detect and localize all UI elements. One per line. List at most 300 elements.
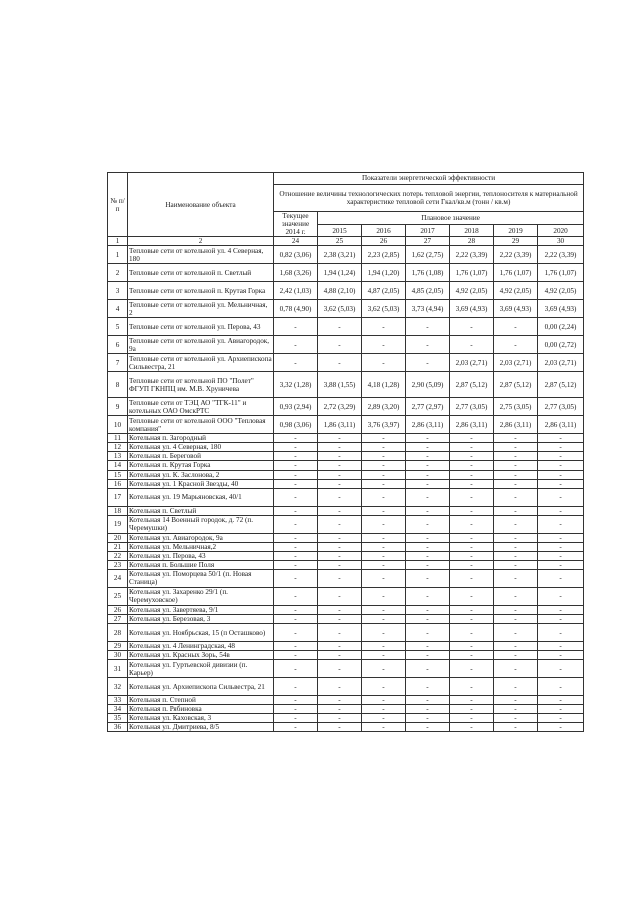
value-cell: - [538,696,584,705]
object-name: Тепловые сети от котельной ул. Авиагородок, 9а [128,336,274,354]
column-number: 30 [538,237,584,246]
value-cell: 4,92 (2,05) [450,282,494,300]
value-cell: - [450,723,494,732]
value-cell: - [538,443,584,452]
row-number: 14 [108,461,128,470]
table-row [108,443,584,452]
value-cell: - [274,705,318,714]
value-cell: - [406,533,450,542]
value-cell: 1,76 (1,08) [406,264,450,282]
object-name: Котельная п. Рябиновка [128,705,274,714]
header-object-name: Наименование объекта [128,173,274,237]
value-cell: - [494,696,538,705]
table-row [108,714,584,723]
table-row [108,678,584,696]
value-cell: - [362,515,406,533]
value-cell: - [494,615,538,624]
header-year: 2018 [450,225,494,237]
value-cell: - [538,714,584,723]
value-cell: 2,75 (3,05) [494,398,538,416]
value-cell: - [274,488,318,506]
value-cell: - [362,642,406,651]
value-cell: - [538,560,584,569]
value-cell: - [494,587,538,605]
value-cell: - [450,434,494,443]
value-cell: - [318,714,362,723]
header-number: № п/п [108,173,128,237]
value-cell: 1,94 (1,20) [362,264,406,282]
value-cell: - [362,318,406,336]
value-cell: - [318,551,362,560]
value-cell: - [450,542,494,551]
object-name: Котельная ул. Мельничная,2 [128,542,274,551]
value-cell: - [318,560,362,569]
value-cell: - [494,551,538,560]
header-planned-value: Плановое значение [318,212,584,225]
header-year: 2017 [406,225,450,237]
value-cell: - [274,696,318,705]
value-cell: - [538,705,584,714]
value-cell: 2,23 (2,85) [362,246,406,264]
row-number: 33 [108,696,128,705]
value-cell: - [274,452,318,461]
row-number: 2 [108,264,128,282]
value-cell: - [406,434,450,443]
value-cell: - [450,318,494,336]
value-cell: - [274,443,318,452]
value-cell: - [274,723,318,732]
table-row [108,569,584,587]
value-cell: - [450,336,494,354]
value-cell: - [274,551,318,560]
value-cell: - [494,569,538,587]
column-numbers-row [108,237,584,246]
value-cell: - [450,569,494,587]
value-cell: - [494,642,538,651]
object-name: Котельная п. Большие Поля [128,560,274,569]
table-row [108,300,584,318]
table-row [108,398,584,416]
value-cell: 3,69 (4,93) [450,300,494,318]
table-row [108,615,584,624]
table-row [108,479,584,488]
value-cell: 2,87 (5,12) [494,372,538,398]
value-cell: - [538,605,584,614]
value-cell: - [494,678,538,696]
object-name: Котельная ул. Перова, 43 [128,551,274,560]
value-cell: - [406,461,450,470]
value-cell: 2,86 (3,11) [406,416,450,434]
value-cell: - [538,678,584,696]
object-name: Котельная ул. 19 Марьяновская, 40/1 [128,488,274,506]
value-cell: - [362,615,406,624]
value-cell: - [406,624,450,642]
value-cell: - [450,660,494,678]
value-cell: - [538,723,584,732]
value-cell: - [362,587,406,605]
row-number: 23 [108,560,128,569]
value-cell: - [362,696,406,705]
value-cell: - [274,560,318,569]
value-cell: - [274,533,318,542]
object-name: Тепловые сети от ТЭЦ АО "ТГК-11" и котельных ОАО ОмскРТС [128,398,274,416]
value-cell: - [362,660,406,678]
value-cell: - [494,443,538,452]
object-name: Котельная ул. Березовая, 3 [128,615,274,624]
value-cell: - [274,542,318,551]
table-header [108,173,584,246]
value-cell: - [362,452,406,461]
object-name: Котельная ул. Каховская, 3 [128,714,274,723]
value-cell: - [362,443,406,452]
value-cell: - [274,615,318,624]
value-cell: - [362,479,406,488]
value-cell: 3,62 (5,03) [362,300,406,318]
value-cell: - [318,705,362,714]
object-name: Котельная ул. Авиагородок, 9а [128,533,274,542]
value-cell: - [274,336,318,354]
value-cell: - [494,336,538,354]
value-cell: 0,00 (2,72) [538,336,584,354]
table-row [108,372,584,398]
value-cell: 1,68 (3,26) [274,264,318,282]
row-number: 34 [108,705,128,714]
value-cell: - [538,587,584,605]
value-cell: - [494,560,538,569]
object-name: Котельная ул. Дмитриева, 8/5 [128,723,274,732]
value-cell: - [406,587,450,605]
value-cell: - [362,354,406,372]
value-cell: - [450,714,494,723]
value-cell: 2,77 (3,05) [538,398,584,416]
value-cell: - [318,515,362,533]
row-number: 19 [108,515,128,533]
value-cell: - [362,488,406,506]
value-cell: - [318,651,362,660]
value-cell: - [494,515,538,533]
row-number: 27 [108,615,128,624]
table-row [108,551,584,560]
object-name: Котельная ул. Гуртьевской дивизии (п. Карьер) [128,660,274,678]
value-cell: - [318,506,362,515]
value-cell: 4,85 (2,05) [406,282,450,300]
value-cell: 4,18 (1,28) [362,372,406,398]
table-row [108,354,584,372]
value-cell: - [406,615,450,624]
row-number: 18 [108,506,128,515]
object-name: Котельная ул. Поморцева 50/1 (п. Новая Станица) [128,569,274,587]
value-cell: 2,42 (1,03) [274,282,318,300]
table-row [108,488,584,506]
header-year: 2019 [494,225,538,237]
value-cell: - [406,452,450,461]
value-cell: 4,92 (2,05) [538,282,584,300]
header-year: 2016 [362,225,406,237]
object-name: Котельная п. Загородный [128,434,274,443]
header-year: 2015 [318,225,362,237]
value-cell: - [318,434,362,443]
value-cell: 1,76 (1,07) [450,264,494,282]
value-cell: - [318,488,362,506]
value-cell: 2,86 (3,11) [494,416,538,434]
row-number: 21 [108,542,128,551]
table-row [108,515,584,533]
value-cell: 3,32 (1,28) [274,372,318,398]
value-cell: - [274,714,318,723]
table-row [108,723,584,732]
value-cell: 2,87 (5,12) [450,372,494,398]
value-cell: - [274,461,318,470]
value-cell: - [274,434,318,443]
object-name: Котельная ул. 1 Красной Звезды, 40 [128,479,274,488]
value-cell: - [450,560,494,569]
value-cell: - [406,660,450,678]
column-number: 27 [406,237,450,246]
value-cell: - [538,479,584,488]
value-cell: 2,22 (3,39) [494,246,538,264]
value-cell: - [450,506,494,515]
value-cell: - [450,642,494,651]
value-cell: - [494,605,538,614]
value-cell: - [450,452,494,461]
value-cell: - [362,678,406,696]
table-row [108,605,584,614]
value-cell: 2,86 (3,11) [450,416,494,434]
value-cell: - [406,318,450,336]
value-cell: - [274,624,318,642]
value-cell: - [362,506,406,515]
value-cell: - [318,452,362,461]
value-cell: - [450,551,494,560]
value-cell: 4,88 (2,10) [318,282,362,300]
value-cell: - [494,723,538,732]
value-cell: 3,88 (1,55) [318,372,362,398]
value-cell: - [494,542,538,551]
table-row [108,506,584,515]
table-row [108,542,584,551]
value-cell: - [538,434,584,443]
value-cell: - [362,651,406,660]
value-cell: - [494,506,538,515]
table-row [108,696,584,705]
value-cell: - [538,624,584,642]
value-cell: - [406,479,450,488]
value-cell: - [362,336,406,354]
value-cell: 3,62 (5,03) [318,300,362,318]
value-cell: - [274,515,318,533]
value-cell: - [450,696,494,705]
value-cell: - [538,642,584,651]
value-cell: - [538,452,584,461]
column-number: 1 [108,237,128,246]
row-number: 25 [108,587,128,605]
row-number: 17 [108,488,128,506]
value-cell: - [274,470,318,479]
row-number: 4 [108,300,128,318]
value-cell: 0,82 (3,06) [274,246,318,264]
value-cell: 3,69 (4,93) [538,300,584,318]
table-row [108,560,584,569]
table-row [108,660,584,678]
value-cell: 2,03 (2,71) [494,354,538,372]
value-cell: - [406,515,450,533]
value-cell: - [450,443,494,452]
value-cell: - [450,678,494,696]
value-cell: - [318,605,362,614]
row-number: 13 [108,452,128,461]
value-cell: - [274,569,318,587]
value-cell: 0,00 (2,24) [538,318,584,336]
value-cell: - [318,696,362,705]
value-cell: - [362,624,406,642]
value-cell: 2,77 (2,97) [406,398,450,416]
value-cell: - [406,488,450,506]
table-row [108,461,584,470]
value-cell: - [406,651,450,660]
value-cell: - [406,560,450,569]
value-cell: - [318,354,362,372]
row-number: 26 [108,605,128,614]
value-cell: - [318,318,362,336]
table-row [108,624,584,642]
row-number: 35 [108,714,128,723]
row-number: 8 [108,372,128,398]
value-cell: - [362,569,406,587]
row-number: 10 [108,416,128,434]
value-cell: - [406,470,450,479]
object-name: Котельная 14 Военный городок, д. 72 (п. Черемушки) [128,515,274,533]
value-cell: - [318,587,362,605]
row-number: 31 [108,660,128,678]
object-name: Котельная ул. Захаренко 29/1 (п. Черемуховское) [128,587,274,605]
object-name: Тепловые сети от котельной ул. Перова, 43 [128,318,274,336]
table-row [108,434,584,443]
object-name: Котельная ул. К. Заслонова, 2 [128,470,274,479]
value-cell: 1,94 (1,24) [318,264,362,282]
value-cell: - [494,660,538,678]
value-cell: - [318,569,362,587]
value-cell: 4,92 (2,05) [494,282,538,300]
value-cell: - [406,336,450,354]
header-year: 2020 [538,225,584,237]
value-cell: - [494,452,538,461]
value-cell: - [538,461,584,470]
value-cell: 2,90 (5,09) [406,372,450,398]
value-cell: - [494,318,538,336]
value-cell: - [318,479,362,488]
row-number: 15 [108,470,128,479]
row-number: 5 [108,318,128,336]
row-number: 22 [108,551,128,560]
column-number: 28 [450,237,494,246]
value-cell: - [406,506,450,515]
table-row [108,452,584,461]
value-cell: 0,93 (2,94) [274,398,318,416]
value-cell: - [406,714,450,723]
object-name: Котельная ул. Архиепископа Сильвестра, 21 [128,678,274,696]
value-cell: 2,03 (2,71) [450,354,494,372]
value-cell: - [362,461,406,470]
table-row [108,705,584,714]
value-cell: - [318,533,362,542]
value-cell: 1,86 (3,11) [318,416,362,434]
value-cell: - [538,651,584,660]
column-number: 26 [362,237,406,246]
object-name: Котельная п. Степной [128,696,274,705]
row-number: 16 [108,479,128,488]
value-cell: - [538,506,584,515]
value-cell: - [494,461,538,470]
value-cell: - [406,551,450,560]
table-row [108,264,584,282]
row-number: 3 [108,282,128,300]
value-cell: - [318,443,362,452]
value-cell: - [450,488,494,506]
object-name: Котельная ул. Ноябрьская, 15 (п Осташково) [128,624,274,642]
value-cell: - [274,587,318,605]
row-number: 32 [108,678,128,696]
value-cell: 0,98 (3,06) [274,416,318,434]
table-row [108,246,584,264]
column-number: 24 [274,237,318,246]
header-metric-title: Отношение величины технологических потерь тепловой энергии, теплоносителя к материальной характеристике тепловой сети Гкал/кв.м (тонн / кв.м) [274,185,584,212]
value-cell: - [274,642,318,651]
value-cell: - [362,723,406,732]
value-cell: - [406,443,450,452]
value-cell: - [362,470,406,479]
value-cell: - [494,714,538,723]
value-cell: 3,69 (4,93) [494,300,538,318]
object-name: Котельная п. Береговой [128,452,274,461]
value-cell: - [362,542,406,551]
value-cell: - [362,705,406,714]
column-number: 25 [318,237,362,246]
value-cell: - [494,470,538,479]
value-cell: 2,22 (3,39) [450,246,494,264]
row-number: 9 [108,398,128,416]
value-cell: 2,72 (3,29) [318,398,362,416]
row-number: 12 [108,443,128,452]
value-cell: - [450,615,494,624]
object-name: Тепловые сети от котельной ПО "Полет" ФГУП ГКНПЦ им. М.В. Хруничева [128,372,274,398]
value-cell: - [406,605,450,614]
object-name: Тепловые сети от котельной ООО "Тепловая компания" [128,416,274,434]
table-row [108,336,584,354]
row-number: 36 [108,723,128,732]
value-cell: - [494,533,538,542]
value-cell: - [318,678,362,696]
value-cell: - [318,470,362,479]
value-cell: - [538,615,584,624]
value-cell: - [274,605,318,614]
value-cell: 1,62 (2,75) [406,246,450,264]
object-name: Котельная п. Крутая Горка [128,461,274,470]
object-name: Тепловые сети от котельной п. Крутая Горка [128,282,274,300]
value-cell: - [450,461,494,470]
row-number: 28 [108,624,128,642]
row-number: 11 [108,434,128,443]
value-cell: - [362,434,406,443]
value-cell: 2,03 (2,71) [538,354,584,372]
table-row [108,651,584,660]
value-cell: - [274,479,318,488]
value-cell: - [538,542,584,551]
object-name: Котельная ул. Красных Зорь, 54в [128,651,274,660]
value-cell: - [538,488,584,506]
value-cell: - [406,723,450,732]
value-cell: - [538,533,584,542]
value-cell: - [494,434,538,443]
